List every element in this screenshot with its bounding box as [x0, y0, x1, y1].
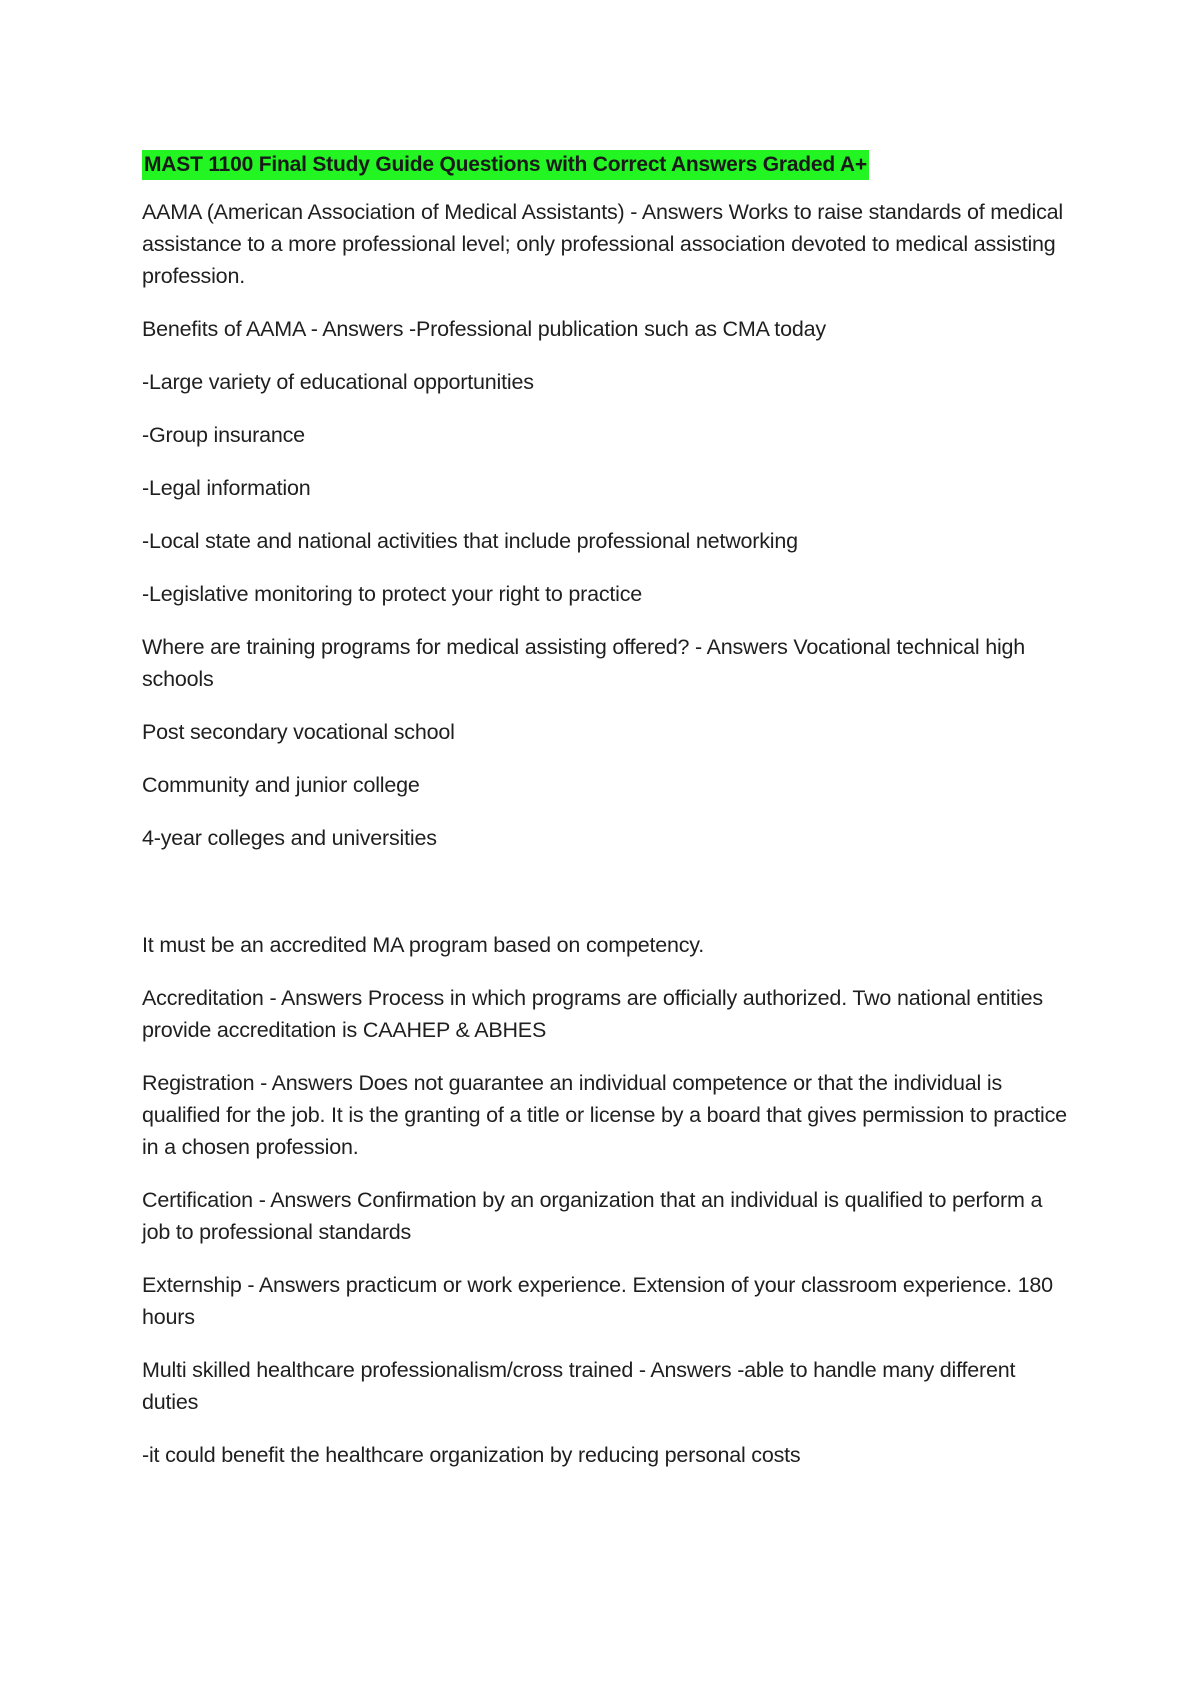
document-title: MAST 1100 Final Study Guide Questions with Correct Answers Graded A+	[142, 150, 869, 180]
paragraph-post-secondary: Post secondary vocational school	[142, 720, 455, 744]
paragraph-aama: AAMA (American Association of Medical Assistants) - Answers Works to raise standards of medical assistance to a more professional level; only professional association devoted to medical assisting profession.	[142, 200, 1063, 288]
paragraph-registration: Registration - Answers Does not guarantee an individual competence or that the individual is qualified for the job. It is the granting of a title or license by a board that gives permission to practice in a chosen profession.	[142, 1071, 1067, 1159]
paragraph-benefit-education: -Large variety of educational opportunities	[142, 370, 534, 394]
paragraph-community-college: Community and junior college	[142, 773, 420, 797]
document-page	[142, 150, 1072, 1492]
paragraph-certification: Certification - Answers Confirmation by an organization that an individual is qualified to perform a job to professional standards	[142, 1188, 1043, 1244]
paragraph-accreditation: Accreditation - Answers Process in which programs are officially authorized. Two national entities provide accreditation is CAAHEP & ABHES	[142, 986, 1043, 1042]
paragraph-four-year: 4-year colleges and universities	[142, 826, 437, 850]
paragraph-accredited: It must be an accredited MA program based on competency.	[142, 933, 705, 957]
blank-spacer	[142, 875, 1072, 929]
paragraph-reducing-costs: -it could benefit the healthcare organization by reducing personal costs	[142, 1443, 801, 1467]
paragraph-benefit-legal: -Legal information	[142, 476, 311, 500]
paragraph-benefit-legislative: -Legislative monitoring to protect your right to practice	[142, 582, 643, 606]
paragraph-benefits: Benefits of AAMA - Answers -Professional publication such as CMA today	[142, 317, 826, 341]
paragraph-training-programs: Where are training programs for medical assisting offered? - Answers Vocational technical high schools	[142, 635, 1026, 691]
paragraph-benefit-networking: -Local state and national activities that include professional networking	[142, 529, 798, 553]
paragraph-externship: Externship - Answers practicum or work experience. Extension of your classroom experience. 180 hours	[142, 1273, 1053, 1329]
paragraph-benefit-insurance: -Group insurance	[142, 423, 305, 447]
paragraph-multi-skilled: Multi skilled healthcare professionalism/cross trained - Answers -able to handle many different duties	[142, 1358, 1016, 1414]
